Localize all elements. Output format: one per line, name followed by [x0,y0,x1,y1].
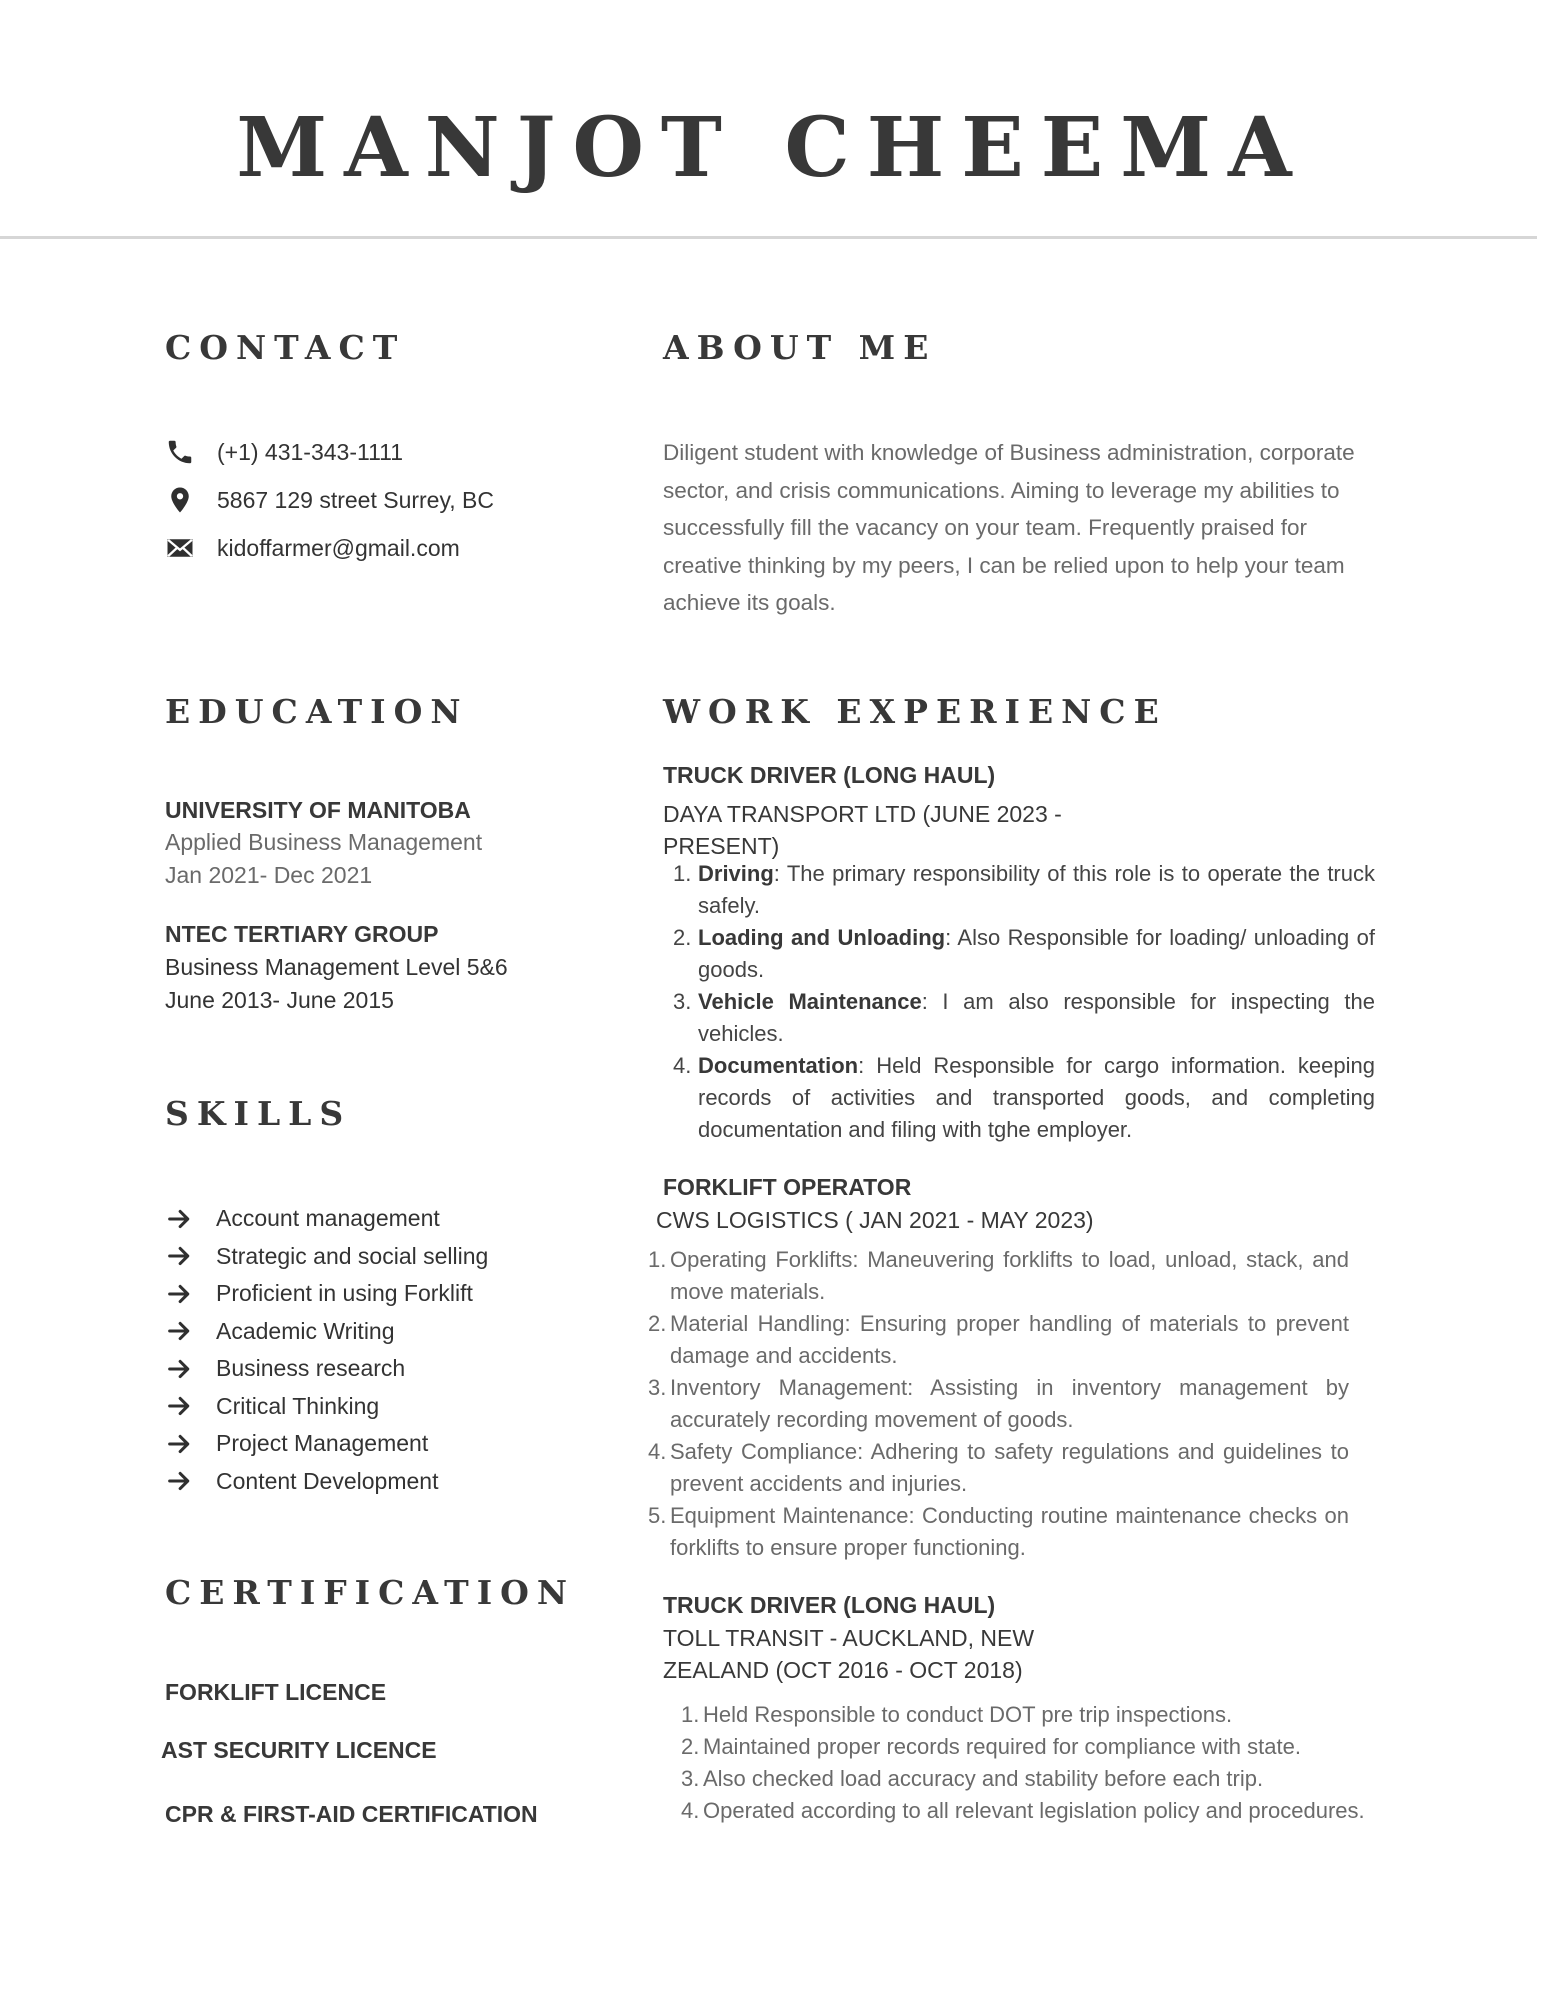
duty-item: 1. Driving: The primary responsibility of this role is to operate the truck safely. [673,861,1375,918]
skill-item: Strategic and social selling [165,1238,488,1276]
job-title: TRUCK DRIVER (LONG HAUL) [663,1592,996,1618]
about-text: Diligent student with knowledge of Business administration, corporate sector, and crisis communications. Aiming to leverage my abilities to successfully fill the vacancy on your team. Frequently praised for creative thinking by my peers, I can be relied upon to help your team achieve its goals. [663,440,1355,615]
education-dates: Jan 2021- Dec 2021 [165,862,373,888]
contact-phone: (+1) 431-343-1111 [217,438,404,465]
phone-icon [165,437,195,467]
skill-item: Business research [165,1350,488,1388]
skill-item: Account management [165,1200,488,1238]
arrow-right-icon [165,1430,193,1458]
education-program: Business Management Level 5&6 [165,954,508,980]
education-program: Applied Business Management [165,829,483,855]
job-duties-list [663,858,1375,1146]
job-duties-list [663,1699,1382,1827]
education-school: UNIVERSITY OF MANITOBA [165,797,471,823]
arrow-right-icon [165,1205,193,1233]
duty-item: 3. Also checked load accuracy and stability before each trip. [681,1766,1264,1791]
arrow-right-icon [165,1280,193,1308]
duty-item: 4. Safety Compliance: Adhering to safety regulations and guidelines to prevent accidents and injuries. [648,1439,1349,1496]
location-pin-icon [165,485,195,515]
duty-item: 3. Inventory Management: Assisting in inventory management by accurately recording movement of goods. [648,1375,1349,1432]
header-divider [0,236,1537,239]
job-title: TRUCK DRIVER (LONG HAUL) [663,762,996,788]
job-company: TOLL TRANSIT - AUCKLAND, NEW ZEALAND (OCT 2016 - OCT 2018) [663,1625,1035,1683]
certification-item: FORKLIFT LICENCE [165,1679,387,1705]
duty-item: 1. Held Responsible to conduct DOT pre trip inspections. [681,1702,1233,1727]
duty-item: 2. Material Handling: Ensuring proper handling of materials to prevent damage and accidents. [648,1311,1349,1368]
job-company: DAYA TRANSPORT LTD (JUNE 2023 - PRESENT) [663,801,1062,859]
skill-item: Project Management [165,1425,488,1463]
work-experience-heading: WORK EXPERIENCE [663,692,1167,731]
duty-label: Documentation [698,1053,859,1078]
duty-item: 2. Loading and Unloading: Also Responsible for loading/ unloading of goods. [673,925,1375,982]
contact-email-row [165,533,460,563]
duty-label: Vehicle Maintenance [698,989,922,1014]
education-heading: EDUCATION [165,692,469,731]
arrow-right-icon [165,1242,193,1270]
certification-heading: CERTIFICATION [165,1573,576,1612]
skill-item: Content Development [165,1463,488,1501]
job-company: CWS LOGISTICS ( JAN 2021 - MAY 2023) [656,1207,1094,1233]
contact-phone-row [165,437,403,467]
contact-address-row [165,485,494,515]
skill-item: Academic Writing [165,1313,488,1351]
about-heading: ABOUT ME [663,328,937,367]
duty-label: Driving [698,861,774,886]
contact-email: kidoffarmer@gmail.com [217,534,460,561]
arrow-right-icon [165,1392,193,1420]
skill-item: Critical Thinking [165,1388,488,1426]
skills-heading: SKILLS [165,1094,352,1133]
arrow-right-icon [165,1467,193,1495]
arrow-right-icon [165,1317,193,1345]
duty-item: 5. Equipment Maintenance: Conducting routine maintenance checks on forklifts to ensure proper functioning. [648,1503,1349,1560]
duty-item: 3. Vehicle Maintenance: I am also responsible for inspecting the vehicles. [673,989,1375,1046]
envelope-icon [165,533,195,563]
resume-name: MANJOT CHEEMA [236,100,1309,196]
duty-label: Loading and Unloading [698,925,946,950]
arrow-right-icon [165,1355,193,1383]
duty-item: 2. Maintained proper records required for compliance with state. [681,1734,1301,1759]
duty-item: 1. Operating Forklifts: Maneuvering forklifts to load, unload, stack, and move materials. [648,1247,1349,1304]
certification-item: CPR & FIRST-AID CERTIFICATION [165,1801,538,1827]
skills-list [165,1200,488,1500]
certification-item: AST SECURITY LICENCE [161,1737,437,1763]
job-duties-list [648,1244,1349,1564]
education-school: NTEC TERTIARY GROUP [165,921,439,947]
job-title: FORKLIFT OPERATOR [663,1174,912,1200]
contact-address: 5867 129 street Surrey, BC [217,486,494,513]
contact-heading: CONTACT [165,328,406,367]
duty-item: 4. Operated according to all relevant legislation policy and procedures. [681,1798,1365,1823]
duty-item: 4. Documentation: Held Responsible for cargo information. keeping records of activities and transported goods, and completing documentation and filing with tghe employer. [673,1053,1375,1142]
skill-item: Proficient in using Forklift [165,1275,488,1313]
education-dates: June 2013- June 2015 [165,987,394,1013]
